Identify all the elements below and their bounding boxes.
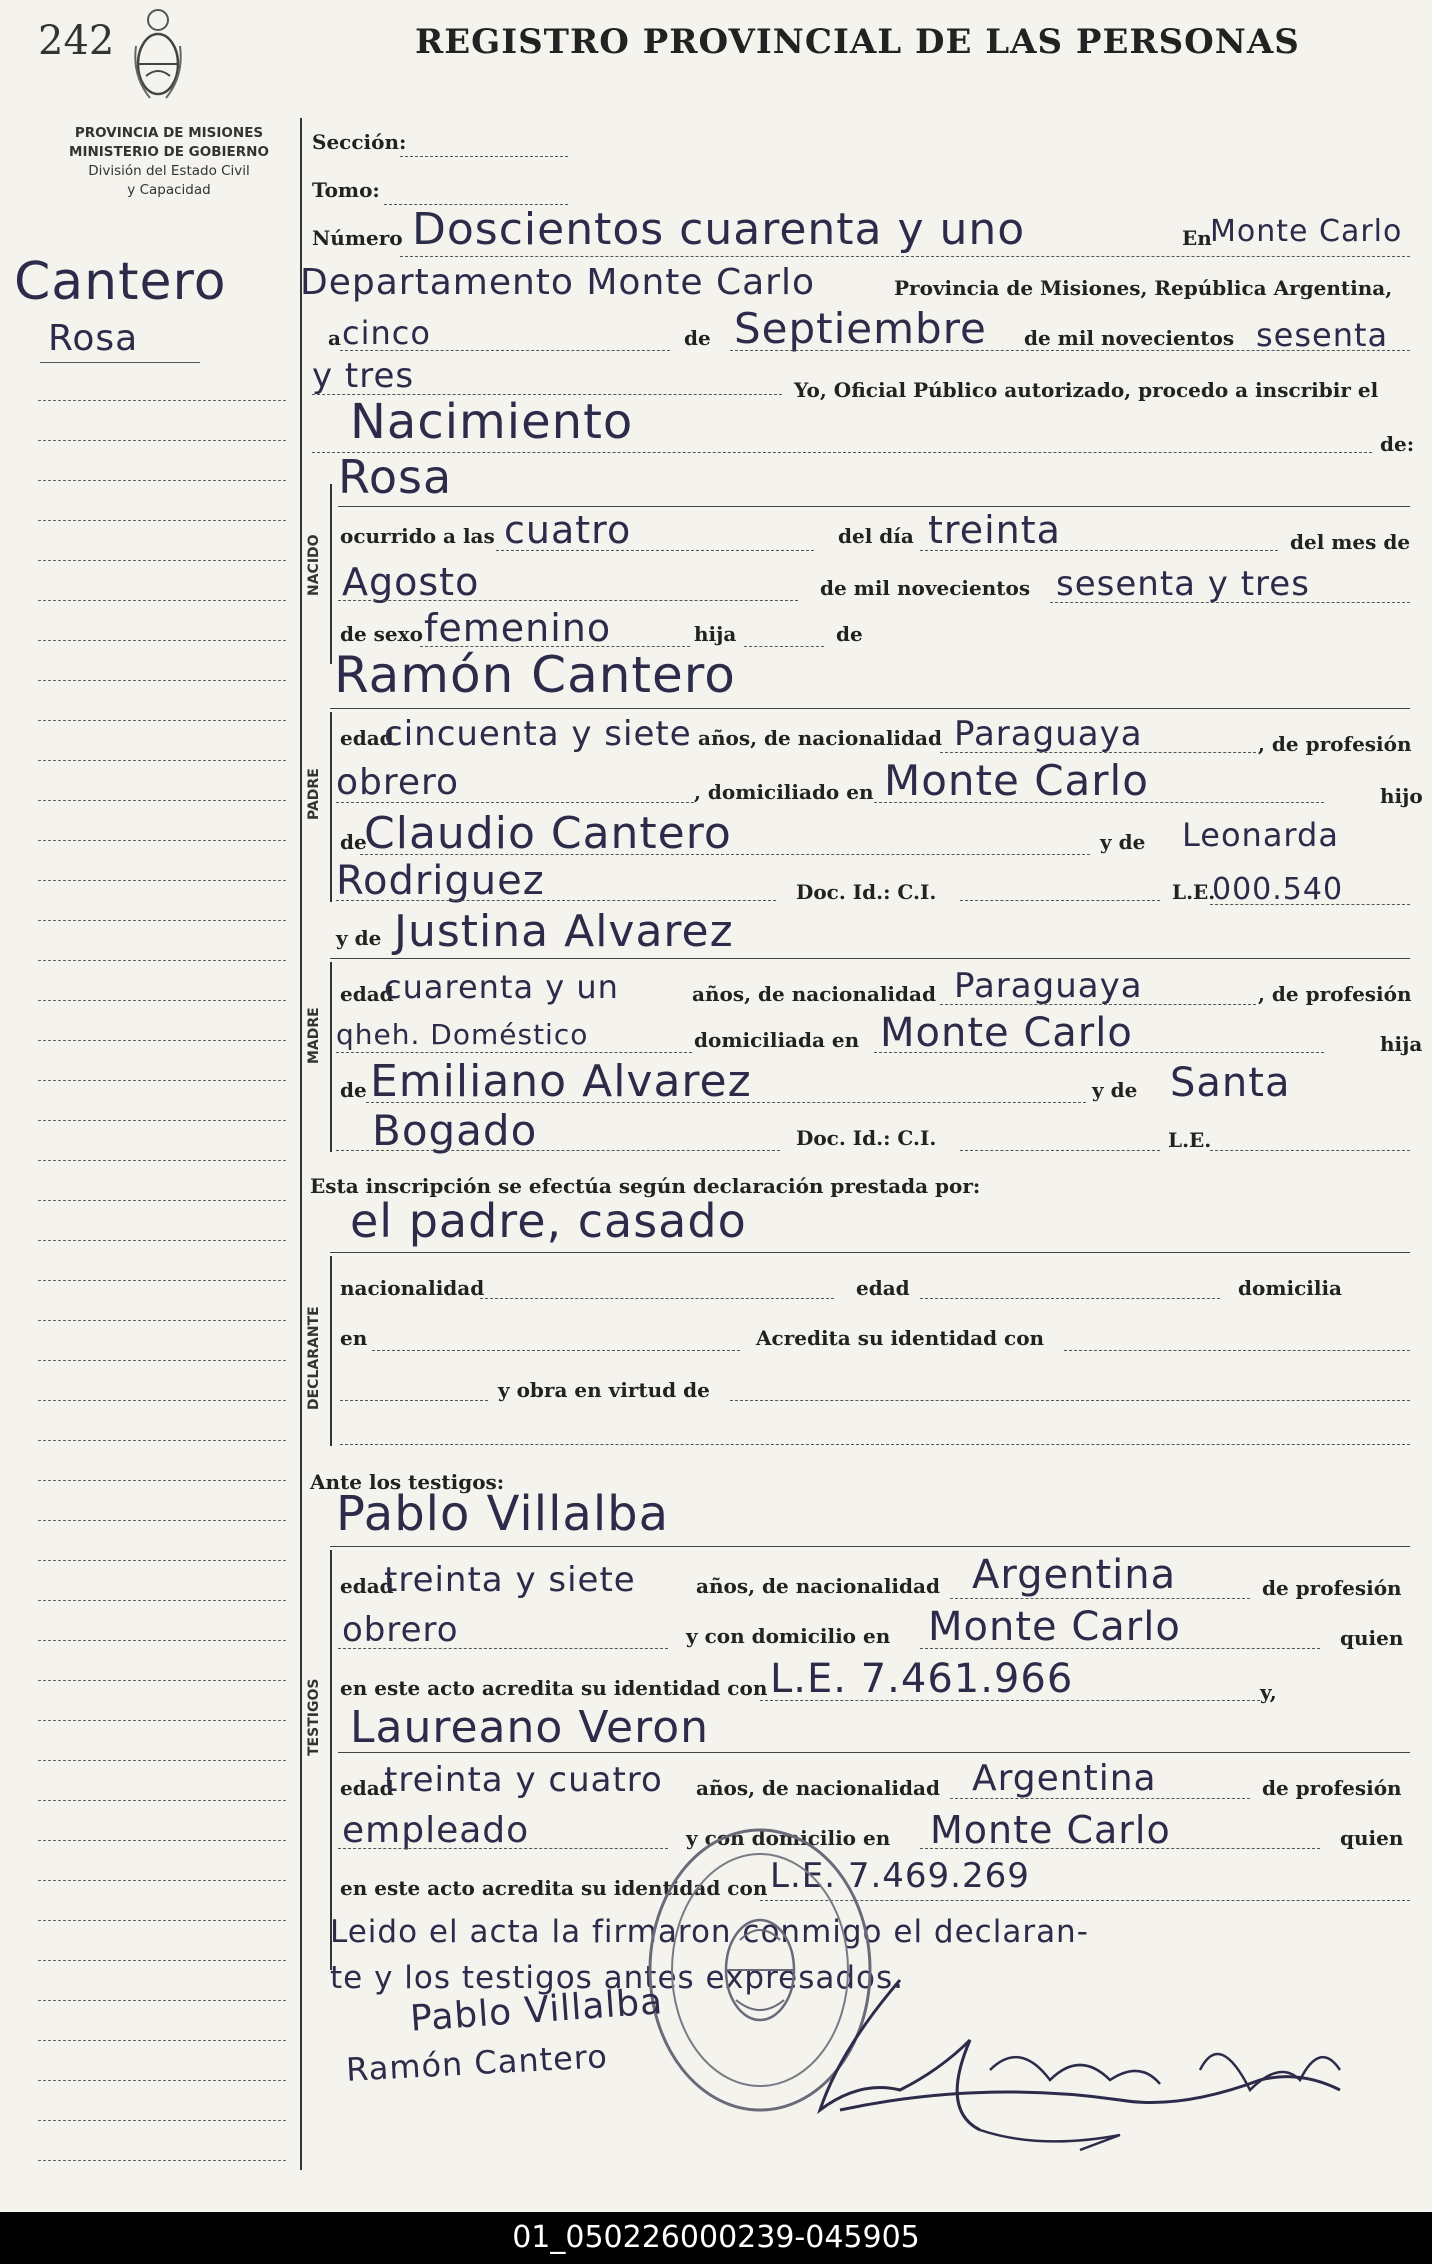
tomo-label: Tomo: [312, 178, 380, 202]
abuela-mat-1-value: Santa [1170, 1060, 1291, 1106]
dia-value: cinco [342, 314, 431, 352]
nombre-line [338, 506, 1410, 507]
margin-rule [38, 1680, 286, 1681]
margin-rule [38, 640, 286, 641]
madre-edad-value: cuarenta y un [384, 968, 619, 1006]
nacido-bracket [330, 484, 332, 664]
y-de2-label: y de [336, 926, 382, 950]
declarante-value: el padre, casado [350, 1194, 747, 1248]
padre-nombre-value: Ramón Cantero [334, 646, 736, 704]
margin-rule [38, 560, 286, 561]
margin-rule [38, 1880, 286, 1881]
anos-nac-t1-label: años, de nacionalidad [696, 1574, 940, 1598]
abuela-mat-2-value: Bogado [372, 1106, 538, 1155]
de-profesion-t2-label: de profesión [1262, 1776, 1402, 1800]
testigo2-dom-line [920, 1848, 1320, 1849]
margin-rule [38, 1720, 286, 1721]
margin-rule [38, 2040, 286, 2041]
hija2-label: hija [1380, 1032, 1423, 1056]
seccion-label: Sección: [312, 130, 407, 154]
madre-side-label: MADRE [306, 1007, 322, 1064]
margin-rule [38, 480, 286, 481]
margin-rule [38, 1760, 286, 1761]
margin-rule [38, 2080, 286, 2081]
margin-rule [38, 840, 286, 841]
de-madre-label: de [340, 1078, 367, 1102]
con-domicilio-label: y con domicilio en [686, 1624, 891, 1648]
padre-edad-value: cincuenta y siete [384, 714, 692, 754]
departamento-value: Departamento Monte Carlo [300, 262, 816, 303]
acredita-id2-label: en este acto acredita su identidad con [340, 1876, 768, 1900]
margin-rule [38, 800, 286, 801]
oficial-label: Yo, Oficial Público autorizado, procedo a inscribir el [794, 378, 1379, 402]
de2-label: de [836, 622, 863, 646]
margin-rule [38, 1560, 286, 1561]
testigo1-nombre-line [330, 1546, 1410, 1547]
madre-prof-line [336, 1052, 692, 1053]
testigo2-doc-value: L.E. 7.469.269 [770, 1856, 1030, 1896]
doc-id-line [960, 900, 1160, 901]
margin-rule [38, 1840, 286, 1841]
le-label: L.E. [1172, 880, 1216, 904]
testigo1-dom-line [920, 1648, 1320, 1649]
coat-of-arms-icon [132, 6, 184, 106]
anio-nac-value: sesenta y tres [1056, 564, 1310, 604]
hija-label: hija [694, 622, 737, 646]
madre-bracket [330, 962, 332, 1152]
y-de-label: y de [1100, 830, 1146, 854]
margin-rule [38, 1920, 286, 1921]
margin-rule [38, 1360, 286, 1361]
seccion-line [400, 156, 568, 157]
hijo-label: hijo [1380, 784, 1423, 808]
en-decl-label: en [340, 1326, 368, 1350]
testigo1-doc-line [760, 1700, 1260, 1701]
de3-label: de [340, 830, 367, 854]
margin-rule [38, 1400, 286, 1401]
sexo-value: femenino [424, 606, 612, 650]
org-line: PROVINCIA DE MISIONES [74, 125, 264, 141]
edad-label: edad [340, 726, 394, 750]
domiciliado-label: , domiciliado en [694, 780, 874, 804]
testigos-bracket [330, 1550, 332, 1970]
de-profesion-label: , de profesión [1258, 732, 1412, 756]
abuela-pat-1-value: Leonarda [1182, 816, 1339, 854]
le-madre-line [1210, 1150, 1410, 1151]
padre-bracket [330, 712, 332, 902]
margin-rule [38, 1320, 286, 1321]
declarante-bracket [330, 1256, 332, 1446]
mes-nac-value: Agosto [342, 560, 480, 604]
signature-official [780, 1960, 1380, 2160]
numero-line [400, 256, 1410, 257]
en-label: En [1182, 226, 1212, 250]
domicilia-label: domicilia [1238, 1276, 1343, 1300]
anos-nac-t2-label: años, de nacionalidad [696, 1776, 940, 1800]
abuelo-pat-value: Claudio Cantero [364, 808, 732, 859]
testigo1-nac-value: Argentina [972, 1552, 1177, 1598]
abuelo-mat-line [366, 1102, 1086, 1103]
margin-rule [38, 2000, 286, 2001]
padre-le-value: 000.540 [1212, 872, 1344, 907]
anos-nac-label: años, de nacionalidad [698, 726, 942, 750]
dia-nac-value: treinta [928, 508, 1061, 552]
margin-rule [38, 2160, 286, 2161]
numero-value: Doscientos cuarenta y uno [412, 204, 1026, 255]
folio-number: 242 [38, 18, 115, 64]
hora-value: cuatro [504, 508, 632, 552]
mes-nac-line [338, 600, 798, 601]
madre-prof-value: qheh. Doméstico [336, 1018, 589, 1051]
testigo1-prof-line [338, 1648, 668, 1649]
margin-rule [38, 1080, 286, 1081]
lugar-value: Monte Carlo [1210, 214, 1403, 249]
margin-surname: Cantero [14, 252, 227, 312]
padre-dom-line [874, 802, 1324, 803]
org-line: MINISTERIO DE GOBIERNO [69, 144, 269, 160]
y-comma-label: y, [1260, 1680, 1277, 1704]
acredita-line [1064, 1350, 1410, 1351]
signature-witness: Pablo Villalba [408, 1981, 665, 2040]
issuing-office [40, 124, 298, 200]
padre-side-label: PADRE [306, 768, 322, 820]
margin-rule [38, 920, 286, 921]
mes-value: Septiembre [734, 304, 987, 353]
document-code: 01_050226000239-045905 [512, 2220, 920, 2255]
quien-label: quien [1340, 1626, 1404, 1650]
margin-rule [38, 1800, 286, 1801]
domiciliada-label: domiciliada en [694, 1028, 860, 1052]
margin-rule [38, 1520, 286, 1521]
le-line [1210, 904, 1410, 905]
margin-rule [38, 1200, 286, 1201]
org-line: y Capacidad [127, 182, 211, 198]
margin-rule [38, 400, 286, 401]
edad-madre-label: edad [340, 982, 394, 1006]
margin-divider [300, 118, 302, 2170]
madre-dom-line [874, 1052, 1324, 1053]
margin-rule [38, 760, 286, 761]
madre-nombre-line [330, 958, 1410, 959]
padre-nac-line [940, 752, 1256, 753]
org-line: División del Estado Civil [88, 163, 250, 179]
provincia-label: Provincia de Misiones, República Argentina, [894, 276, 1393, 300]
hija-line [744, 646, 824, 647]
testigo2-nac-line [950, 1798, 1250, 1799]
doc-id-madre-label: Doc. Id.: C.I. [796, 1126, 937, 1150]
margin-rule [38, 520, 286, 521]
de-colon-label: de: [1380, 432, 1415, 456]
testigo2-nombre-value: Laureano Veron [350, 1702, 709, 1753]
hora-line [496, 550, 814, 551]
margin-rule [38, 720, 286, 721]
margin-rule [38, 1600, 286, 1601]
obra-pre-line [340, 1400, 488, 1401]
testigo1-dom-value: Monte Carlo [928, 1604, 1181, 1650]
margin-rule [38, 1280, 286, 1281]
le-madre-label: L.E. [1168, 1128, 1212, 1152]
declaracion-label: Esta inscripción se efectúa según declaración prestada por: [310, 1174, 981, 1198]
padre-nac-value: Paraguaya [954, 714, 1143, 754]
edad-decl-line [920, 1298, 1220, 1299]
doc-id-label: Doc. Id.: C.I. [796, 880, 937, 904]
anio-cont-value: y tres [312, 356, 415, 396]
margin-rule [38, 1480, 286, 1481]
document-code-bar [0, 2212, 1432, 2264]
padre-prof-value: obrero [336, 762, 460, 803]
tipo-acta-line [312, 452, 1372, 453]
ocurrido-label: ocurrido a las [340, 524, 495, 548]
abuelo-pat-line [360, 854, 1090, 855]
mil-novecientos-2-label: de mil novecientos [820, 576, 1031, 600]
anio-value: sesenta [1256, 316, 1389, 354]
abuela-mat-line [336, 1150, 780, 1151]
del-dia-label: del día [838, 524, 914, 548]
dia-line [340, 350, 670, 351]
acredita-id-label: en este acto acredita su identidad con [340, 1676, 768, 1700]
fecha-line [730, 350, 1410, 351]
tipo-acta-value: Nacimiento [350, 394, 634, 450]
margin-rule [38, 680, 286, 681]
quien2-label: quien [1340, 1826, 1404, 1850]
testigo2-edad-value: treinta y cuatro [384, 1760, 663, 1800]
padre-nombre-line [330, 708, 1410, 709]
de-profesion-madre-label: , de profesión [1258, 982, 1412, 1006]
de-label: de [684, 326, 711, 350]
declarante-side-label: DECLARANTE [306, 1306, 322, 1410]
margin-rule [38, 1440, 286, 1441]
abuela-pat-2-value: Rodriguez [336, 858, 545, 904]
de-profesion-t1-label: de profesión [1262, 1576, 1402, 1600]
declarante-line [330, 1252, 1410, 1253]
margin-underline [40, 362, 200, 363]
signature-declarant: Ramón Cantero [345, 2037, 609, 2089]
numero-label: Número [312, 226, 403, 250]
margin-given-name: Rosa [48, 318, 139, 359]
dia-nac-line [920, 550, 1278, 551]
nacionalidad-line [480, 1298, 834, 1299]
padre-dom-value: Monte Carlo [884, 756, 1149, 805]
margin-rule [38, 1040, 286, 1041]
margin-rule [38, 440, 286, 441]
testigo1-doc-value: L.E. 7.461.966 [770, 1656, 1074, 1702]
obra-line [730, 1400, 1410, 1401]
testigo1-nombre-value: Pablo Villalba [336, 1486, 670, 1542]
testigos-side-label: TESTIGOS [306, 1678, 322, 1756]
de-sexo-label: de sexo [340, 622, 423, 646]
nombre-value: Rosa [338, 450, 453, 504]
madre-dom-value: Monte Carlo [880, 1010, 1133, 1056]
doc-id-madre-line [960, 1150, 1160, 1151]
edad-t2-label: edad [340, 1776, 394, 1800]
y-de-madre-label: y de [1092, 1078, 1138, 1102]
anio-nac-line [1050, 602, 1410, 603]
anos-nac-madre-label: años, de nacionalidad [692, 982, 936, 1006]
edad-t1-label: edad [340, 1574, 394, 1598]
margin-rule [38, 1160, 286, 1161]
madre-nac-value: Paraguaya [954, 966, 1143, 1006]
margin-rule [38, 600, 286, 601]
cierre-line-2: te y los testigos antes expresados. [330, 1960, 905, 1996]
margin-rule [38, 960, 286, 961]
testigo2-nac-value: Argentina [972, 1758, 1157, 1799]
madre-nac-line [940, 1004, 1256, 1005]
decl-extra-line [340, 1444, 1410, 1445]
madre-nombre-value: Justina Alvarez [394, 906, 734, 957]
padre-prof-line [336, 802, 694, 803]
nacido-side-label: NACIDO [306, 534, 322, 596]
margin-rule [38, 880, 286, 881]
page-title: REGISTRO PROVINCIAL DE LAS PERSONAS [415, 22, 1300, 62]
testigo1-nac-line [950, 1598, 1250, 1599]
margin-rule [38, 1640, 286, 1641]
con-domicilio2-label: y con domicilio en [686, 1826, 891, 1850]
testigo1-prof-value: obrero [342, 1610, 459, 1650]
cierre-line-1: Leido el acta la firmaron conmigo el declaran- [330, 1914, 1089, 1950]
margin-rule [38, 1960, 286, 1961]
mil-novecientos-label: de mil novecientos [1024, 326, 1235, 350]
testigo1-edad-value: treinta y siete [384, 1560, 636, 1600]
ante-testigos-label: Ante los testigos: [310, 1470, 505, 1494]
margin-rule [38, 2120, 286, 2121]
en-decl-line [372, 1350, 740, 1351]
margin-rule [38, 1000, 286, 1001]
testigo2-nombre-line [338, 1752, 1410, 1753]
a-label: a [328, 326, 341, 350]
abuela-pat-line [336, 900, 776, 901]
abuelo-mat-value: Emiliano Alvarez [370, 1056, 752, 1107]
nacionalidad-label: nacionalidad [340, 1276, 485, 1300]
margin-rule [38, 1120, 286, 1121]
del-mes-label: del mes de [1290, 530, 1411, 554]
testigo2-prof-value: empleado [342, 1810, 530, 1851]
testigo2-prof-line [338, 1848, 668, 1849]
acredita-label: Acredita su identidad con [756, 1326, 1045, 1350]
testigo2-dom-value: Monte Carlo [930, 1808, 1171, 1852]
obra-label: y obra en virtud de [498, 1378, 710, 1402]
margin-rule [38, 1240, 286, 1241]
edad-decl-label: edad [856, 1276, 910, 1300]
